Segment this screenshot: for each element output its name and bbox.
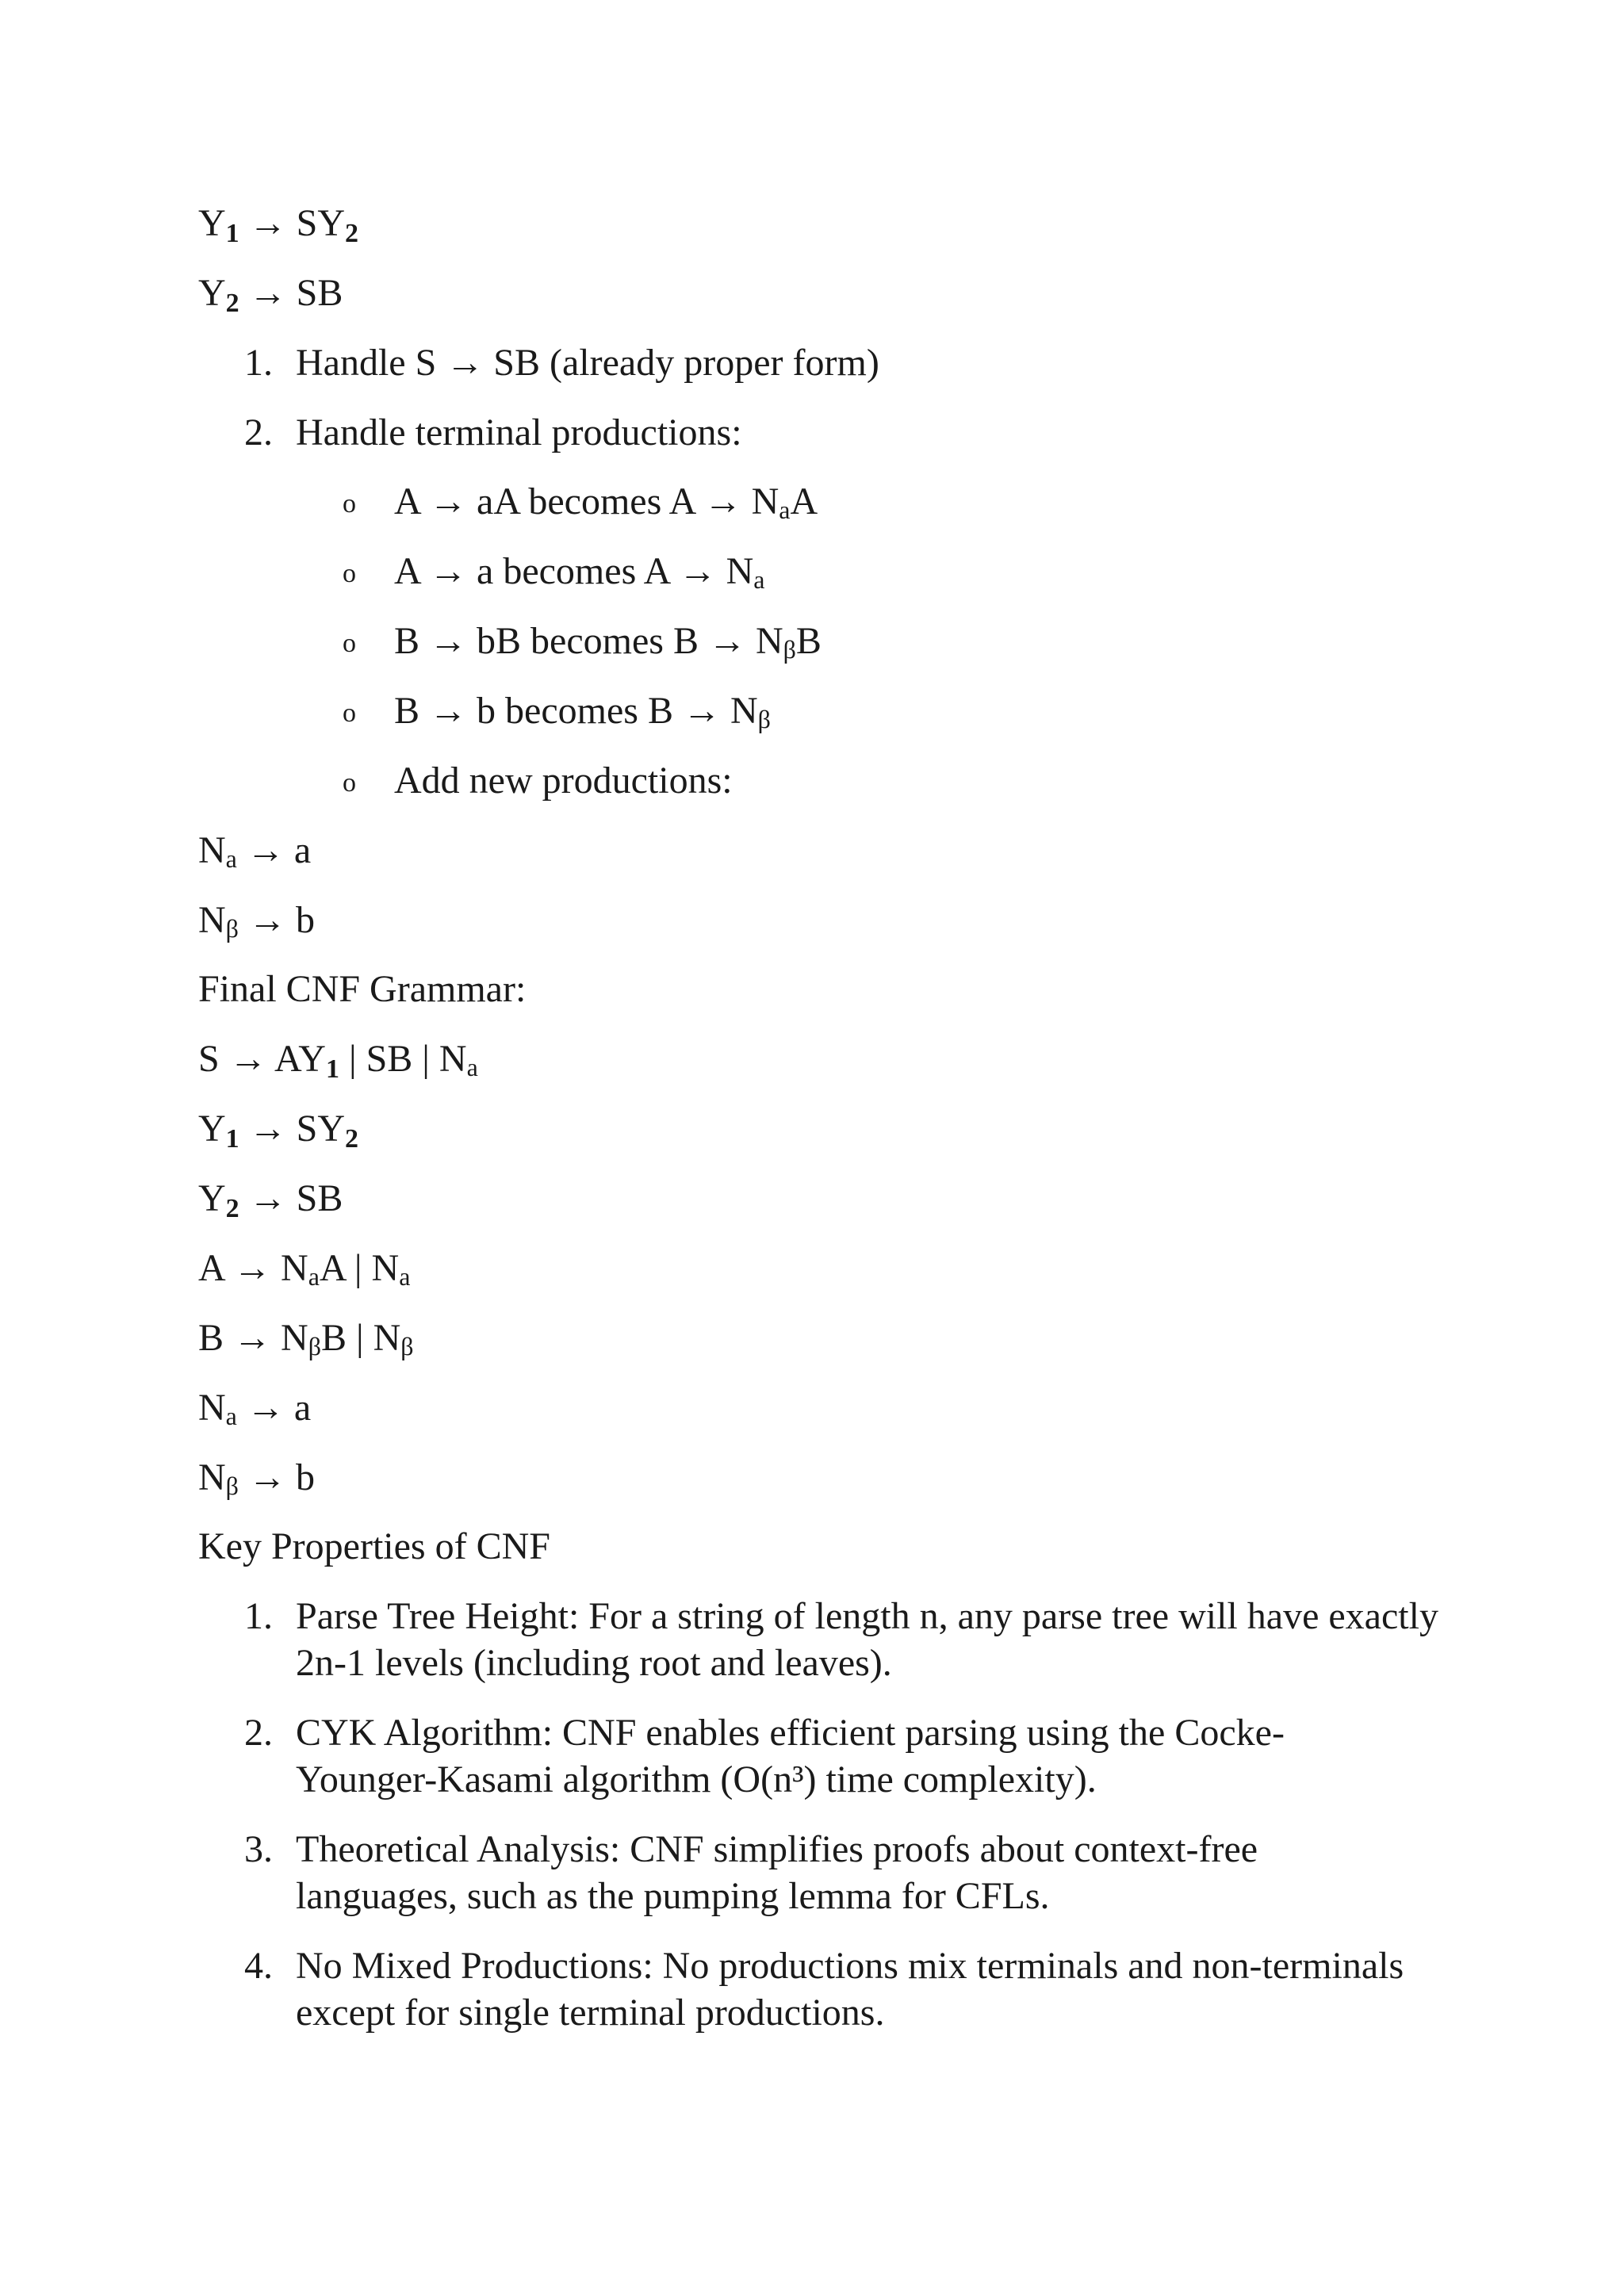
rule-lhs: Y — [198, 1177, 226, 1219]
bullet-text-sub: a — [779, 496, 791, 524]
bullet-marker: o — [343, 629, 356, 658]
property-number: 3. — [244, 1828, 273, 1870]
final-grammar-heading: Final CNF Grammar: — [198, 968, 527, 1010]
prod-rhs-sub: 2 — [345, 219, 359, 248]
prod-rhs: → a — [246, 829, 312, 871]
rule-mid: A | N — [319, 1247, 400, 1289]
bullet-marker: o — [343, 698, 356, 728]
property-text: Theoretical Analysis: CNF simplifies proofs about context-free languages, such as the pumping lemma for CFLs. — [296, 1828, 1258, 1917]
rule-sub: a — [225, 1402, 237, 1430]
prod-rhs: SB — [296, 272, 343, 314]
rule-arrow: → — [248, 1108, 287, 1150]
prod-lhs-sub: 1 — [225, 219, 239, 248]
property-text: Parse Tree Height: For a string of length n, any parse tree will have exactly 2n-1 levels (including root and leaves). — [296, 1595, 1438, 1684]
property-number: 2. — [244, 1712, 273, 1754]
final-rule-s — [198, 1035, 478, 1083]
bullet-text — [394, 548, 764, 595]
rule-mid: B | N — [320, 1317, 401, 1359]
prod-arrow: → — [248, 272, 287, 314]
prod-rhs: → b — [247, 899, 315, 941]
bullet-text-pre: A → a becomes A → N — [394, 550, 754, 592]
property-text: No Mixed Productions: No productions mix terminals and non-terminals except for single terminal productions. — [296, 1945, 1404, 2034]
bullet-text-pre: B → bB becomes B → N — [394, 620, 783, 662]
final-rule-na — [198, 1384, 311, 1432]
final-rule-y2 — [198, 1175, 343, 1223]
production-na — [198, 827, 311, 874]
step-number: 2. — [244, 411, 273, 453]
prod-lhs: Y — [198, 272, 226, 314]
prod-lhs-sub: β — [225, 914, 239, 943]
bullet-text-post: A — [790, 480, 818, 522]
rule-rhs: SB — [296, 1177, 343, 1219]
bullet-marker: o — [343, 559, 356, 588]
rule-sub: 1 — [225, 1124, 239, 1154]
bullet-text — [394, 618, 822, 665]
rule-sub: a — [399, 1262, 411, 1291]
final-rule-a — [198, 1245, 410, 1292]
bullet-text — [394, 687, 771, 735]
prod-lhs: Y — [198, 202, 226, 244]
final-rule-b — [198, 1314, 414, 1362]
rule-sub: 1 — [325, 1054, 339, 1084]
rule-sub: a — [308, 1262, 320, 1291]
rule-sub: 2 — [225, 1194, 239, 1223]
rule-lhs: Y — [198, 1108, 226, 1150]
step-text: Handle S → SB (already proper form) — [296, 342, 879, 384]
property-number: 1. — [244, 1595, 273, 1637]
final-rule-nb — [198, 1454, 315, 1502]
rule-lhs: N — [198, 1456, 226, 1498]
rule-rhs: → a — [246, 1387, 312, 1429]
prod-arrow: → — [248, 202, 287, 244]
rule-pre: A → N — [198, 1247, 308, 1289]
rule-arrow: → — [248, 1177, 287, 1219]
rule-sub: a — [466, 1053, 478, 1081]
step-text: Handle terminal productions: — [296, 411, 742, 453]
production-nb — [198, 897, 315, 944]
rule-sub: β — [308, 1332, 321, 1360]
bullet-text-pre: A → aA becomes A → N — [394, 480, 779, 522]
property-text: CYK Algorithm: CNF enables efficient parsing using the Cocke-Younger-Kasami algorithm (O(n³) time complexity). — [296, 1712, 1285, 1800]
final-rule-y1 — [198, 1105, 358, 1153]
rule-rhs: → b — [247, 1456, 315, 1498]
property-number: 4. — [244, 1945, 273, 1987]
bullet-text — [394, 478, 818, 526]
rule-sub: 2 — [345, 1124, 359, 1154]
rule-sub: β — [400, 1332, 414, 1360]
prod-lhs: N — [198, 829, 226, 871]
rule-pre: S → AY — [198, 1038, 326, 1080]
bullet-text-sub: β — [757, 705, 771, 733]
rule-sub: β — [225, 1471, 239, 1500]
step-number: 1. — [244, 342, 273, 384]
rule-mid: | SB | N — [339, 1038, 467, 1080]
rule-rhs: SY — [296, 1108, 346, 1150]
bullet-text-pre: B → b becomes B → N — [394, 690, 758, 732]
bullet-marker: o — [343, 768, 356, 798]
prod-rhs: SY — [296, 202, 346, 244]
rule-pre: B → N — [198, 1317, 308, 1359]
key-properties-heading: Key Properties of CNF — [198, 1525, 550, 1567]
production-y2 — [198, 270, 343, 317]
production-y1 — [198, 200, 358, 247]
bullet-marker: o — [343, 489, 356, 519]
prod-lhs-sub: 2 — [225, 289, 239, 318]
bullet-text-post: B — [795, 620, 822, 662]
prod-lhs-sub: a — [225, 844, 237, 873]
bullet-text-sub: β — [783, 635, 796, 664]
bullet-text-sub: a — [753, 565, 765, 594]
bullet-text: Add new productions: — [394, 760, 733, 802]
rule-lhs: N — [198, 1387, 226, 1429]
prod-lhs: N — [198, 899, 226, 941]
